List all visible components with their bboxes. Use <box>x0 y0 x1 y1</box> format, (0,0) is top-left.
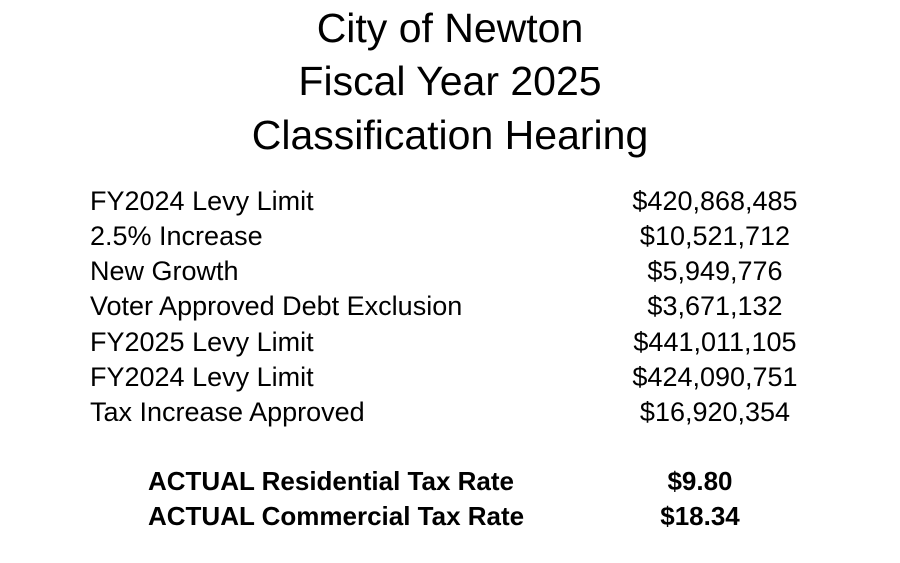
levy-row <box>0 395 900 429</box>
tax-rate-value: $9.80 <box>667 466 733 496</box>
tax-rate-row-residential <box>0 464 900 498</box>
levy-row-label: FY2025 Levy Limit <box>90 327 314 357</box>
levy-row-label: FY2024 Levy Limit <box>90 362 314 392</box>
levy-row-value: $3,671,132 <box>647 291 783 321</box>
levy-row-value: $441,011,105 <box>633 327 797 357</box>
title-line-city: City of Newton <box>316 5 584 51</box>
levy-row <box>0 219 900 253</box>
tax-rate-row-commercial <box>0 499 900 533</box>
title-line-hearing: Classification Hearing <box>251 112 649 158</box>
levy-row <box>0 360 900 394</box>
levy-row-label: Voter Approved Debt Exclusion <box>90 291 463 321</box>
levy-row-value: $16,920,354 <box>639 397 791 427</box>
title-line-fiscal-year: Fiscal Year 2025 <box>298 58 602 104</box>
tax-rate-value: $18.34 <box>660 501 740 531</box>
levy-row <box>0 325 900 359</box>
levy-row-value: $5,949,776 <box>647 256 783 286</box>
levy-row-label: New Growth <box>90 256 239 286</box>
levy-row <box>0 184 900 218</box>
levy-row-label: 2.5% Increase <box>90 221 263 251</box>
levy-row-value: $10,521,712 <box>639 221 791 251</box>
levy-row-label: Tax Increase Approved <box>90 397 365 427</box>
levy-row-value: $420,868,485 <box>632 186 798 216</box>
levy-row <box>0 289 900 323</box>
tax-rate-label: ACTUAL Residential Tax Rate <box>148 466 515 496</box>
levy-row <box>0 254 900 288</box>
tax-rate-label: ACTUAL Commercial Tax Rate <box>148 501 525 531</box>
levy-row-value: $424,090,751 <box>632 362 798 392</box>
levy-row-label: FY2024 Levy Limit <box>90 186 314 216</box>
